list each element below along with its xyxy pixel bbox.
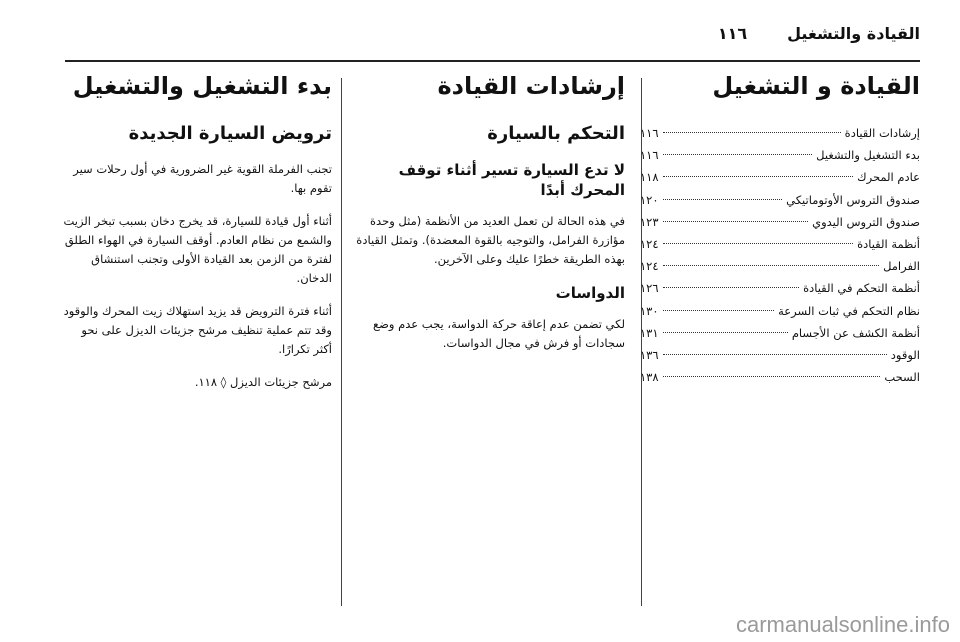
running-in-para-2: أثناء أول قيادة للسيارة، قد يخرج دخان بسبب تبخر الزيت والشمع من نظام العادم. أوقف السيارة في الهواء الطلق لفترة من الزمن بعد القيادة الأولى وتجنب استنشاق الدخان. <box>63 214 332 285</box>
toc-item-label: صندوق التروس اليدوي <box>812 214 920 229</box>
starting-operating-column <box>60 70 332 610</box>
engine-off-text: في هذه الحالة لن تعمل العديد من الأنظمة (مثل وحدة مؤازرة الفرامل، والتوجيه بالقوة المعضدة). وتمثل القيادة بهذه الطريقة خطرًا عليك وعلى الآخرين. <box>356 214 625 266</box>
toc-leader-dots <box>663 220 809 222</box>
toc-item-page: ١٢٤ <box>640 259 659 274</box>
toc-item[interactable] <box>640 344 920 366</box>
starting-operating-heading: بدء التشغيل والتشغيل <box>72 72 332 100</box>
toc-item-label: أنظمة الكشف عن الأجسام <box>791 325 920 340</box>
vehicle-control-heading: التحكم بالسيارة <box>487 123 625 144</box>
toc-item-label: أنظمة القيادة <box>857 236 920 251</box>
header-page-number: ١١٦ <box>717 23 748 43</box>
toc-item-page: ١٢٠ <box>640 192 659 207</box>
toc-item[interactable] <box>640 189 920 211</box>
running-in-heading: ترويض السيارة الجديدة <box>128 123 332 144</box>
toc-leader-dots <box>663 264 880 266</box>
toc-list <box>640 122 920 388</box>
driving-hints-heading: إرشادات القيادة <box>437 72 625 100</box>
toc-leader-dots <box>663 331 788 333</box>
toc-item-page: ١٣٠ <box>640 303 659 318</box>
toc-item-label: عادم المحرك <box>857 170 920 185</box>
toc-leader-dots <box>663 375 881 377</box>
toc-item[interactable] <box>640 366 920 388</box>
toc-item-page: ١١٨ <box>640 170 659 185</box>
toc-item-label: إرشادات القيادة <box>844 126 920 140</box>
header-title: القيادة والتشغيل <box>787 23 920 43</box>
toc-item-label: بدء التشغيل والتشغيل <box>816 148 920 163</box>
page-header <box>40 18 920 48</box>
toc-leader-dots <box>663 198 783 200</box>
toc-item-label: السحب <box>884 370 920 385</box>
header-rule <box>65 60 920 62</box>
watermark-text: carmanualsonline.info <box>735 612 950 637</box>
toc-column <box>640 70 920 610</box>
toc-item-page: ١٣٦ <box>640 347 659 362</box>
toc-item-page: ١١٦ <box>640 126 659 140</box>
toc-leader-dots <box>663 131 841 133</box>
toc-leader-dots <box>663 242 854 244</box>
toc-item-page: ١١٦ <box>640 148 659 163</box>
toc-item[interactable] <box>640 300 920 322</box>
pedals-title: الدواسات <box>555 284 625 302</box>
toc-item-label: الوقود <box>890 347 920 362</box>
diesel-filter-reference[interactable]: مرشح جزيئات الديزل ◊ ١١٨. <box>194 375 332 389</box>
toc-item-page: ١٢٤ <box>640 236 659 251</box>
toc-leader-dots <box>663 175 854 177</box>
toc-item-page: ١٣٨ <box>640 370 659 385</box>
toc-leader-dots <box>663 353 887 355</box>
driving-hints-column <box>340 70 625 610</box>
toc-item[interactable] <box>640 122 920 144</box>
toc-item[interactable] <box>640 211 920 233</box>
pedals-text: لكي تضمن عدم إعاقة حركة الدواسة، يجب عدم وضع سجادات أو فرش في مجال الدواسات. <box>373 317 625 350</box>
toc-item-label: نظام التحكم في ثبات السرعة <box>778 303 920 318</box>
toc-item-page: ١٢٣ <box>640 214 659 229</box>
toc-item[interactable] <box>640 322 920 344</box>
toc-item[interactable] <box>640 277 920 299</box>
engine-off-title: لا تدع السيارة تسير أثناء توقف المحرك أبدًا <box>398 161 625 199</box>
toc-leader-dots <box>663 309 775 311</box>
running-in-para-3: أثناء فترة الترويض قد يزيد استهلاك زيت المحرك والوقود وقد تتم عملية تنظيف مرشح جزيئات الديزل على نحو أكثر تكرارًا. <box>63 304 332 356</box>
toc-item[interactable] <box>640 255 920 277</box>
toc-heading: القيادة و التشغيل <box>712 72 920 100</box>
toc-item-label: الفرامل <box>883 259 920 274</box>
toc-item-label: أنظمة التحكم في القيادة <box>803 281 920 296</box>
toc-item[interactable] <box>640 233 920 255</box>
toc-item[interactable] <box>640 166 920 188</box>
toc-item-label: صندوق التروس الأوتوماتيكي <box>786 192 920 207</box>
toc-item-page: ١٣١ <box>640 325 659 340</box>
toc-item-page: ١٢٦ <box>640 281 659 296</box>
toc-leader-dots <box>663 153 813 155</box>
toc-item[interactable] <box>640 144 920 166</box>
running-in-para-1: تجنب الفرملة القوية غير الضرورية في أول رحلات سير تقوم بها. <box>73 162 332 195</box>
toc-leader-dots <box>663 286 800 288</box>
